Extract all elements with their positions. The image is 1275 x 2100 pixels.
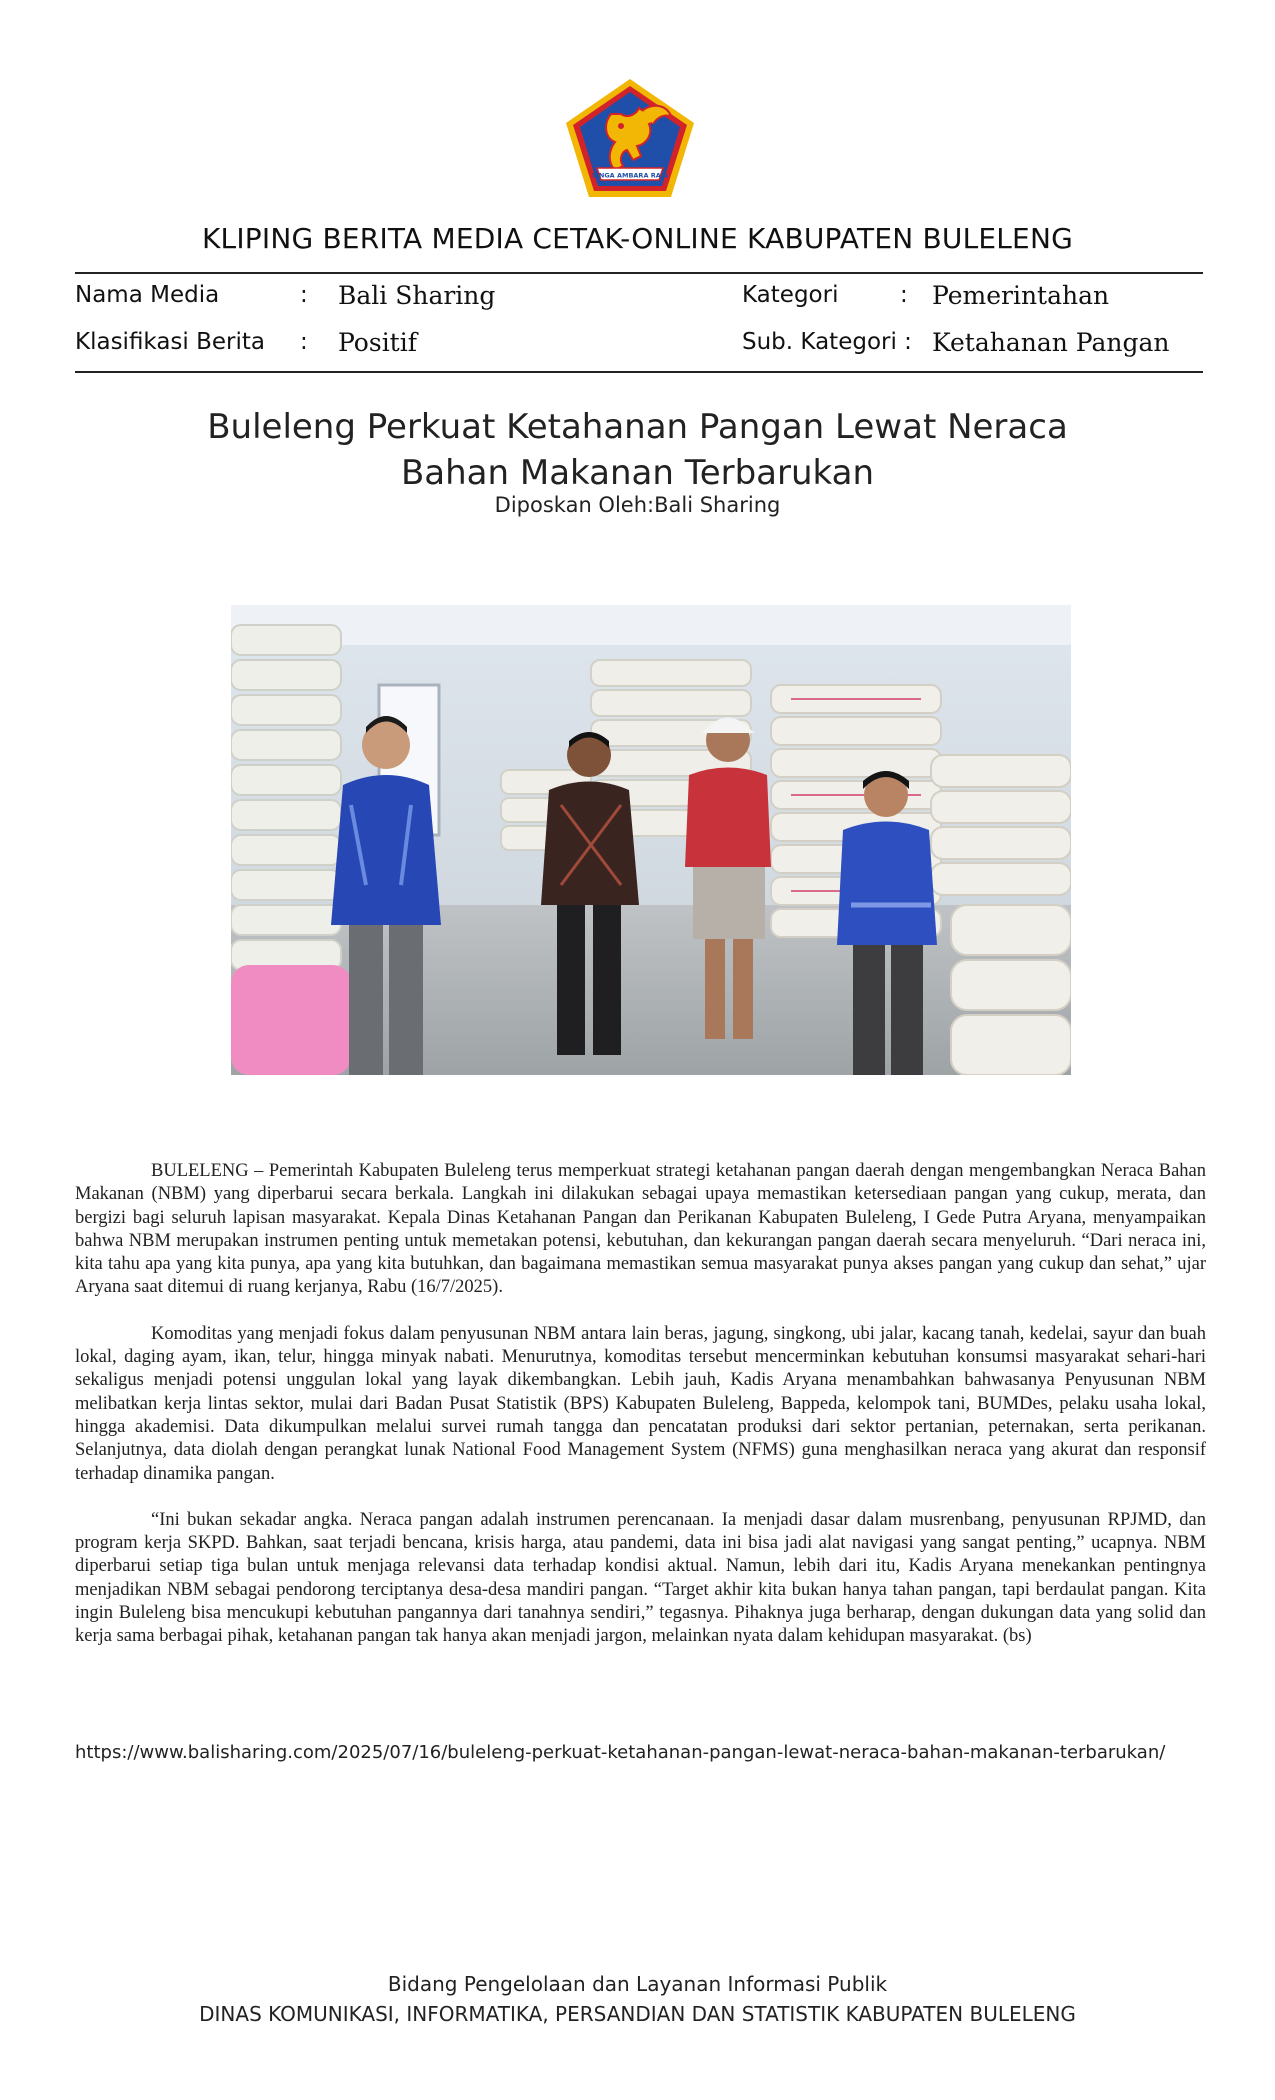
klasifikasi-colon: : [300,329,308,355]
nama-media-colon: : [300,282,308,308]
article-title [0,404,1275,496]
warehouse-photo-illustration [231,605,1071,1075]
header-rule-bottom [75,371,1203,373]
kliping-header-title: KLIPING BERITA MEDIA CETAK-ONLINE KABUPATEN BULELENG [201,222,1073,255]
footer-department: Bidang Pengelolaan dan Layanan Informasi Publik [387,1972,888,1996]
klasifikasi-value: Positif [338,328,417,357]
nama-media-label: Nama Media [75,282,220,308]
kategori-colon: : [900,282,908,308]
lion-crest-icon [563,76,697,200]
kabupaten-logo [563,76,697,200]
sub-kategori-label: Sub. Kategori : [742,329,912,355]
article-title-line-2: Bahan Makanan Terbarukan [400,453,875,493]
article-paragraph-2: Komoditas yang menjadi fokus dalam penyusunan NBM antara lain beras, jagung, singkong, ubi jalar, kacang tanah, kedelai, sayur dan buah lokal, daging ayam, ikan, telur, hingga minyak nabati. Menurutnya, komoditas tersebut mencerminkan kebutuhan konsumsi masyarakat sehari-hari sekaligus menjadi potensi unggulan lokal yang layak dikembangkan. Lebih jauh, Kadis Aryana menambahkan bahwasanya Penyusunan NBM melibatkan kerja lintas sektor, mulai dari Badan Pusat Statistik (BPS) Kabupaten Buleleng, Bappeda, kelompok tani, BUMDes, pelaku usaha lokal, hingga akademisi. Data dikumpulkan melalui survei rumah tangga dan pencatatan produksi dari sektor pertanian, peternakan, serta perikanan. Selanjutnya, data diolah dengan perangkat lunak National Food Management System (NFMS) guna menghasilkan neraca yang akurat dan responsif terhadap dinamika pangan. [75,1323,1206,1484]
kategori-label: Kategori [742,282,839,308]
source-url-link[interactable]: https://www.balisharing.com/2025/07/16/buleleng-perkuat-ketahanan-pangan-lewat-neraca-bahan-makanan-terbarukan/ [75,1742,1166,1763]
article-title-line-1: Buleleng Perkuat Ketahanan Pangan Lewat Neraca [207,407,1068,447]
sub-kategori-value: Ketahanan Pangan [932,328,1170,357]
logo-motto: SINGA AMBARA RAJA [591,171,669,180]
article-paragraph-3: “Ini bukan sekadar angka. Neraca pangan adalah instrumen perencanaan. Ia menjadi dasar dalam musrenbang, penyusunan RPJMD, dan program kerja SKPD. Bahkan, saat terjadi bencana, krisis harga, atau pandemi, data ini bisa jadi alat navigasi yang sangat penting,” ucapnya. NBM diperbarui setiap tiga bulan untuk menjaga relevansi data terhadap kondisi aktual. Namun, lebih dari itu, Kadis Aryana menekankan pentingnya menjadikan NBM sebagai pendorong terciptanya desa-desa mandiri pangan. “Target akhir kita bukan hanya tahan pangan, tapi berdaulat pangan. Kita ingin Buleleng bisa mencukupi kebutuhan pangannya dari tanahnya sendiri,” tegasnya. Pihaknya juga berharap, dengan dukungan data yang solid dan kerja sama berbagai pihak, ketahanan pangan tak hanya akan menjadi jargon, melainkan nyata dalam kehidupan masyarakat. (bs) [75,1509,1206,1647]
posted-by: Diposkan Oleh:Bali Sharing [494,493,781,517]
nama-media-value: Bali Sharing [338,281,496,310]
article-photo [231,605,1071,1075]
article-body [75,1160,1206,1672]
header-rule-top [75,272,1203,274]
kategori-value: Pemerintahan [932,281,1110,310]
article-paragraph-1: BULELENG – Pemerintah Kabupaten Buleleng terus memperkuat strategi ketahanan pangan daerah dengan mengembangkan Neraca Bahan Makanan (NBM) yang diperbarui secara berkala. Langkah ini dilakukan sebagai upaya memastikan ketersediaan pangan yang cukup, merata, dan bergizi bagi seluruh lapisan masyarakat. Kepala Dinas Ketahanan Pangan dan Perikanan Kabupaten Buleleng, I Gede Putra Aryana, menyampaikan bahwa NBM merupakan instrumen penting untuk memetakan potensi, kebutuhan, dan kekurangan pangan daerah secara menyeluruh. “Dari neraca ini, kita tahu apa yang kita punya, apa yang kita butuhkan, dan bagaimana memastikan semua masyarakat punya akses pangan yang cukup dan sehat,” ujar Aryana saat ditemui di ruang kerjanya, Rabu (16/7/2025). [75,1161,1206,1298]
footer-agency: DINAS KOMUNIKASI, INFORMATIKA, PERSANDIAN DAN STATISTIK KABUPATEN BULELENG [199,2002,1076,2026]
klasifikasi-label: Klasifikasi Berita [75,329,266,355]
